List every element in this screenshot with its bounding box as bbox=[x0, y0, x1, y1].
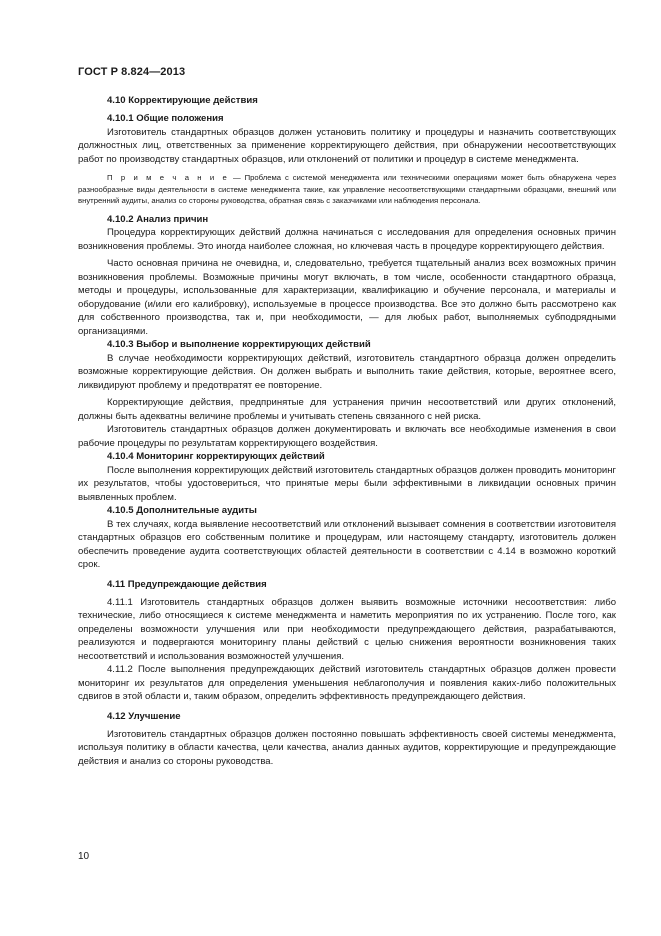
paragraph: В тех случаях, когда выявление несоответствий или отклонений вызывает сомнения в соответствии изготовителя стандартных образцов его собственным политике и процедурам, или настоящему стандарту, изготовитель должен обеспечить проведение аудита соответствующих областей деятельности в соответствии с 4.14 в возможно короткий срок. bbox=[78, 518, 616, 571]
section-heading-4-11: 4.11 Предупреждающие действия bbox=[107, 578, 267, 590]
paragraph: Изготовитель стандартных образцов должен установить политику и процедуры и назначить соответствующих должностных лиц, ответственных за применение корректирующего действия, при обнаружении несоответствующих работ по производству стандартных образцов, или отклонений от политики и процедур в системе менеджмента. bbox=[78, 126, 616, 165]
note-text: — Проблема с системой менеджмента или техническими операциями может быть обнаружена через разнообразные виды деятельности в системе менеджмента такие, как управление несоответствующими стандартными образцами, внешний или внутренний аудиты, анализ со стороны руководства, обратная связь с заказчиками или наблюдения персонала. bbox=[78, 173, 616, 206]
paragraph: Часто основная причина не очевидна, и, следовательно, требуется тщательный анализ всех возможных причин возникновения проблемы. Возможные причины могут включать, в том числе, особенности стандартного образца, методы и процедуры, использованные для характеризации, квалификацию и обучение персонала, и материалы и оборудование (и/или его калибровку), используемые в процессе производства. Все это должно быть рассмотрено как для собственного производства, так и, при необходимости, — для любых работ, выполняемых субподрядными организациями. bbox=[78, 258, 616, 337]
paragraph: Процедура корректирующих действий должна начинаться с исследования для определения основных причин возникновения проблемы. Это иногда наиболее сложная, но ключевая часть в процедуре корректирующего действия. bbox=[78, 227, 616, 252]
paragraph: Изготовитель стандартных образцов должен постоянно повышать эффективность своей системы менеджмента, используя политику в области качества, цели качества, анализ данных аудитов, корректирующие и предупреждающие действия и анализ со стороны руководства. bbox=[78, 728, 616, 767]
subsection-heading-4-10-5: 4.10.5 Дополнительные аудиты bbox=[107, 505, 257, 517]
paragraph: После выполнения корректирующих действий изготовитель стандартных образцов должен проводить мониторинг их результатов, чтобы удостовериться, что принятые меры были эффективными в ликвидации основных причин выявленных проблем. bbox=[78, 464, 616, 503]
subsection-heading-4-10-4: 4.10.4 Мониторинг корректирующих действий bbox=[107, 451, 325, 463]
paragraph: 4.11.2 После выполнения предупреждающих действий изготовитель стандартных образцов должен провести мониторинг их результатов для определения уменьшения неблагополучия и появления каких-либо положительных сдвигов в этой области и, таким образом, определить эффективность предупреждающего действия. bbox=[78, 664, 616, 703]
subsection-heading-4-10-1: 4.10.1 Общие положения bbox=[107, 113, 224, 124]
section-heading-4-12: 4.12 Улучшение bbox=[107, 710, 181, 722]
document-standard-id: ГОСТ Р 8.824—2013 bbox=[78, 66, 186, 78]
document-body bbox=[78, 94, 616, 768]
paragraph: В случае необходимости корректирующих действий, изготовитель стандартного образца должен определить возможные корректирующие действия. Он должен выбрать и выполнить такие действия, которые, вероятнее всего, ликвидируют проблему и предотвратят ее повторение. bbox=[78, 352, 616, 391]
paragraph: 4.11.1 Изготовитель стандартных образцов должен выявить возможные источники несоответствия: либо технические, либо относящиеся к системе менеджмента и наметить мероприятия по их устранению. После того, как определены возможности улучшения или при необходимости предупреждающего действия, разрабатываются, реализуются и подвергаются мониторингу планы действий с целью снижения вероятности возникновения таких несоответствий и использования возможностей улучшения. bbox=[78, 596, 616, 662]
note-paragraph bbox=[78, 172, 616, 207]
subsection-heading-4-10-2: 4.10.2 Анализ причин bbox=[107, 213, 209, 225]
note-label: П р и м е ч а н и е bbox=[107, 173, 230, 182]
page-number: 10 bbox=[78, 851, 90, 862]
section-heading-4-10: 4.10 Корректирующие действия bbox=[107, 95, 258, 106]
subsection-heading-4-10-3: 4.10.3 Выбор и выполнение корректирующих действий bbox=[107, 339, 371, 351]
paragraph: Изготовитель стандартных образцов должен документировать и включать все необходимые изменения в свои рабочие процедуры по результатам корректирующего воздействия. bbox=[78, 424, 616, 449]
paragraph: Корректирующие действия, предпринятые для устранения причин несоответствий или других отклонений, должны быть адекватны величине проблемы и учитывать степень связанного с ней риска. bbox=[78, 397, 616, 422]
